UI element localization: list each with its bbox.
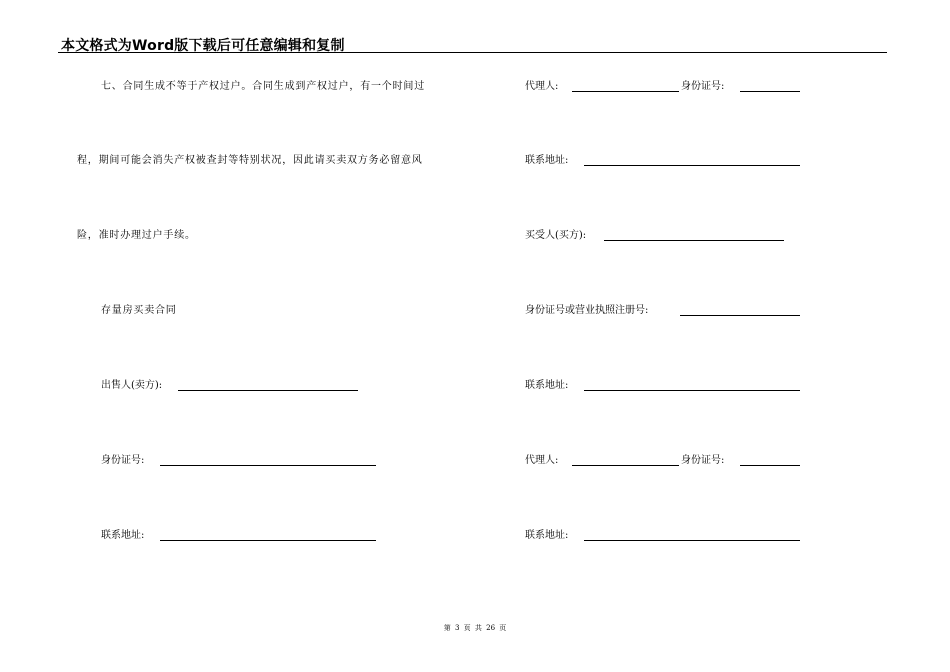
footer-total-pages: 26 bbox=[486, 624, 496, 632]
address-1-blank bbox=[584, 165, 800, 166]
footer-mid1: 页 bbox=[463, 624, 471, 632]
seller-label: 出售人(卖方): bbox=[101, 380, 163, 391]
seller-blank bbox=[178, 390, 358, 391]
seller-id-label: 身份证号: bbox=[101, 455, 145, 466]
clause-seven-line-3: 险，准时办理过户手续。 bbox=[77, 230, 196, 241]
footer-pre: 第 bbox=[443, 624, 451, 632]
contract-title: 存量房买卖合同 bbox=[101, 305, 177, 316]
agent-1-label: 代理人: bbox=[525, 81, 559, 92]
seller-id-blank bbox=[160, 465, 376, 466]
buyer-id-blank bbox=[680, 315, 800, 316]
footer-post: 页 bbox=[499, 624, 507, 632]
address-3-blank bbox=[584, 540, 800, 541]
agent-2-label: 代理人: bbox=[525, 455, 559, 466]
address-3-label: 联系地址: bbox=[525, 530, 569, 541]
clause-seven-line-1: 七、合同生成不等于产权过户。合同生成到产权过户，有一个时间过 bbox=[101, 81, 425, 92]
seller-address-label: 联系地址: bbox=[101, 530, 145, 541]
buyer-id-label: 身份证号或营业执照注册号: bbox=[525, 305, 649, 316]
seller-address-blank bbox=[160, 540, 376, 541]
agent-2-blank bbox=[572, 465, 679, 466]
agent-2-id-blank bbox=[740, 465, 800, 466]
footer-mid2: 共 bbox=[474, 624, 482, 632]
address-2-label: 联系地址: bbox=[525, 380, 569, 391]
agent-2-id-label: 身份证号: bbox=[681, 455, 725, 466]
clause-seven-line-2: 程，期间可能会消失产权被查封等特别状况，因此请买卖双方务必留意风 bbox=[77, 155, 423, 166]
footer-page-number: 3 bbox=[454, 624, 460, 632]
page-footer bbox=[0, 623, 950, 633]
header-title: 本文格式为Word版下载后可任意编辑和复制 bbox=[61, 38, 345, 54]
agent-1-id-blank bbox=[740, 91, 800, 92]
header-rule bbox=[58, 52, 887, 53]
address-2-blank bbox=[584, 390, 800, 391]
buyer-label: 买受人(买方): bbox=[525, 230, 587, 241]
agent-1-id-label: 身份证号: bbox=[681, 81, 725, 92]
address-1-label: 联系地址: bbox=[525, 155, 569, 166]
agent-1-blank bbox=[572, 91, 679, 92]
buyer-blank bbox=[604, 240, 784, 241]
